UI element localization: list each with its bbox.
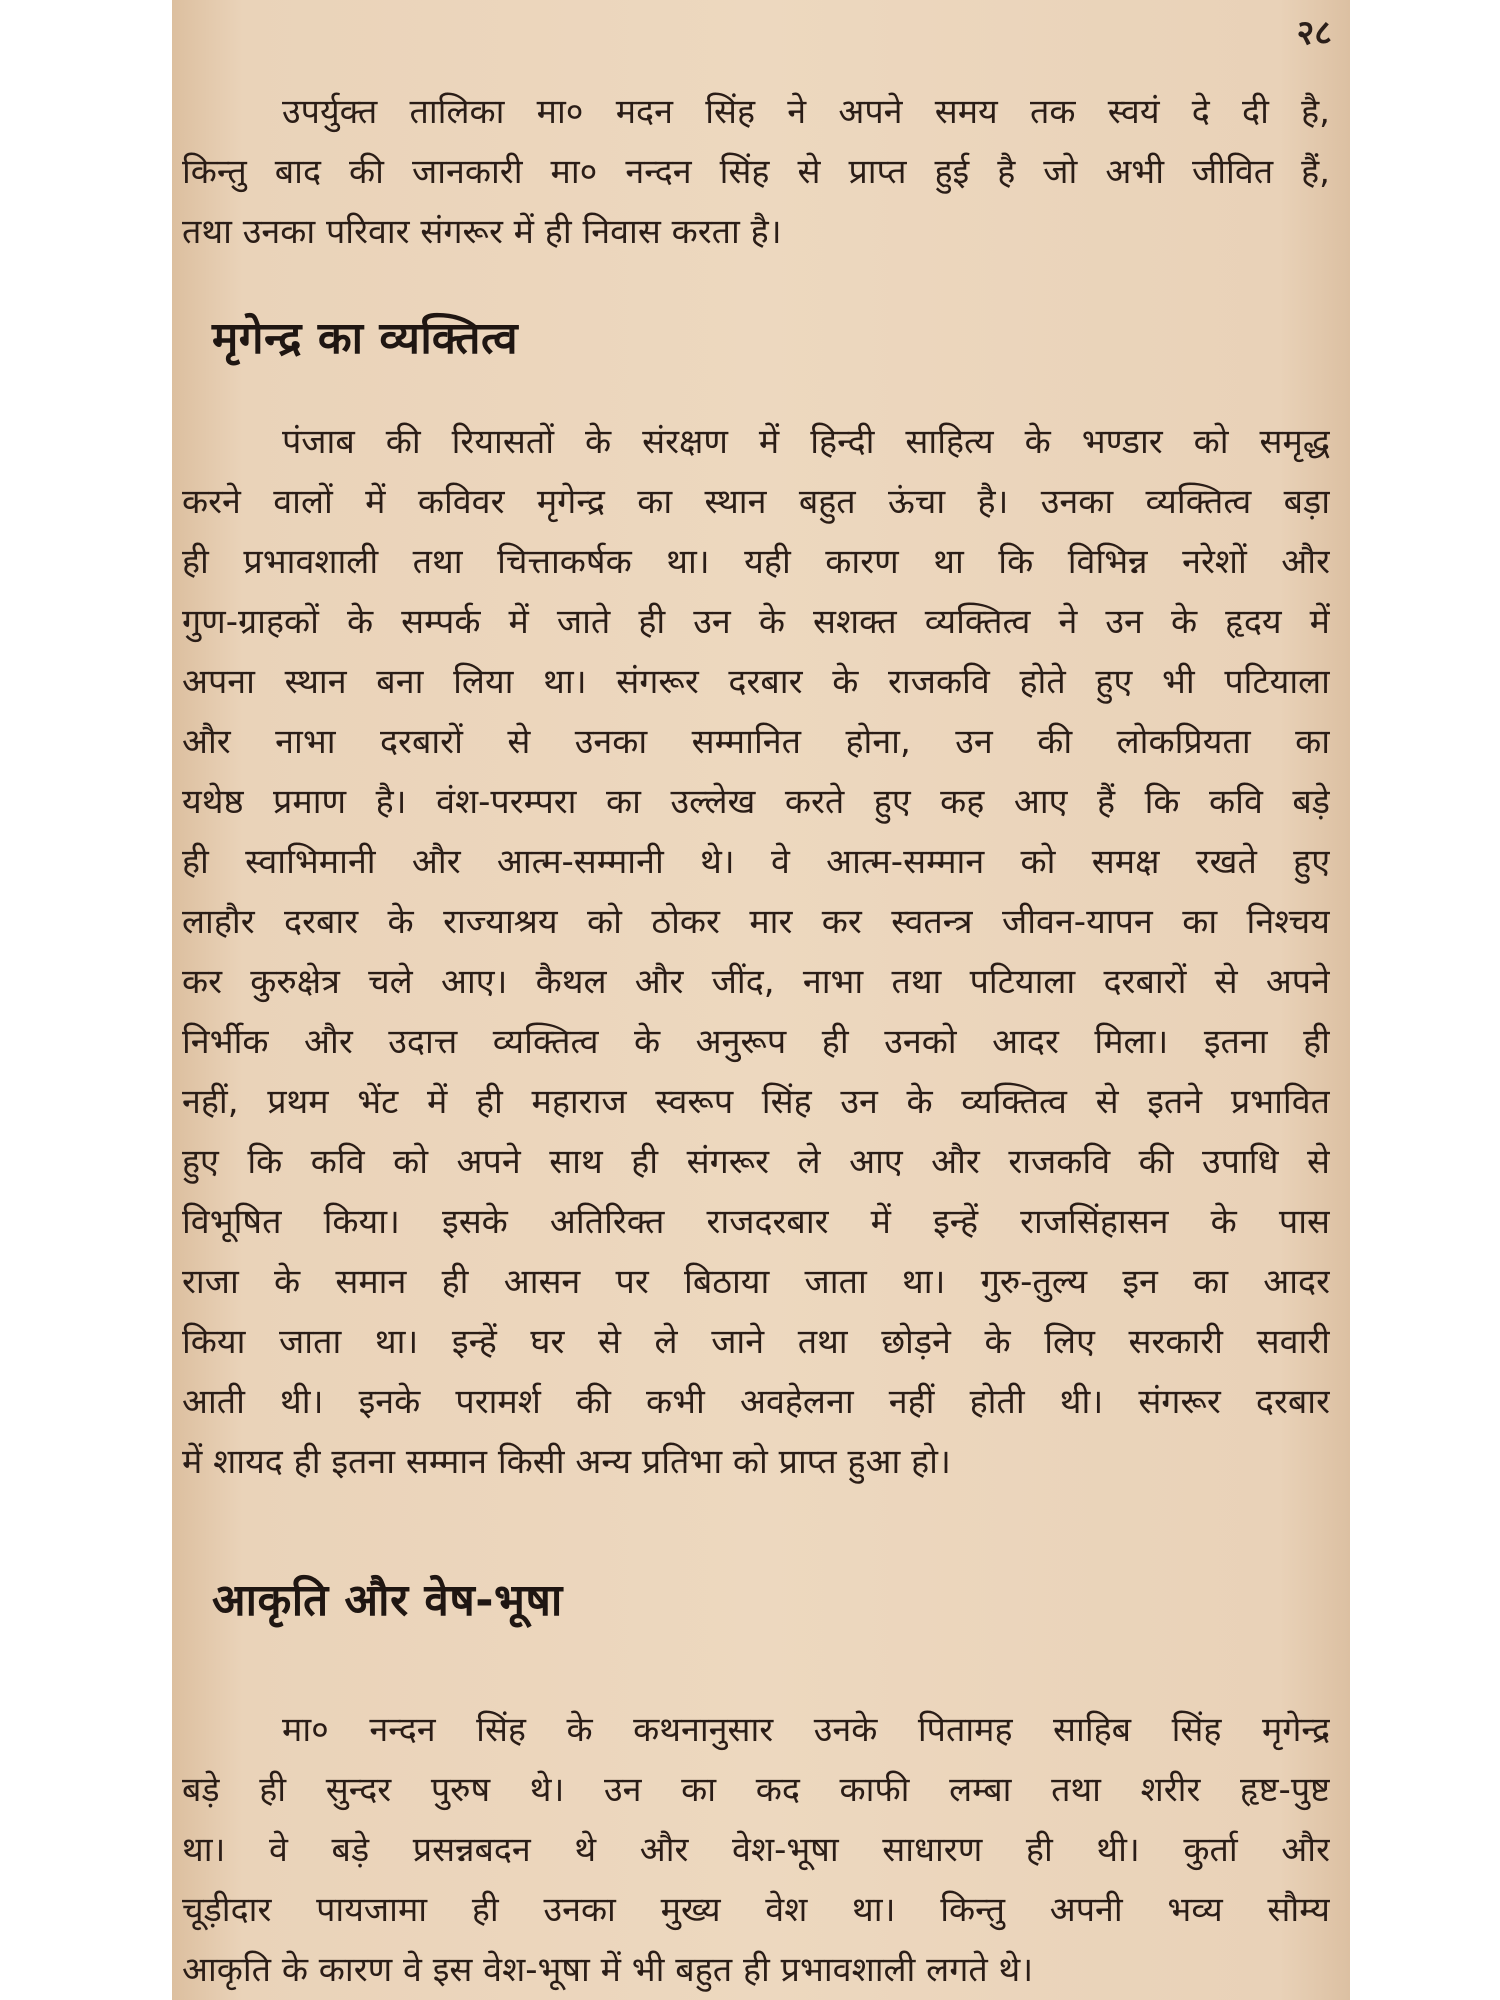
text-line: और नाभा दरबारों से उनका सम्मानित होना, उन की लोकप्रियता का: [182, 722, 1330, 762]
personality-paragraph: [172, 412, 1350, 1492]
text-line: आकृति के कारण वे इस वेश-भूषा में भी बहुत ही प्रभावशाली लगते थे।: [182, 1950, 1034, 1990]
section-heading: मृगेन्द्र का व्यक्तित्व: [212, 313, 519, 364]
text-line: ही स्वाभिमानी और आत्म-सम्मानी थे। वे आत्म-सम्मान को समक्ष रखते हुए: [182, 842, 1330, 882]
text-line: निर्भीक और उदात्त व्यक्तित्व के अनुरूप ही उनको आदर मिला। इतना ही: [182, 1022, 1330, 1062]
text-line: में शायद ही इतना सम्मान किसी अन्य प्रतिभा को प्राप्त हुआ हो।: [182, 1442, 951, 1482]
text-line: अपना स्थान बना लिया था। संगरूर दरबार के राजकवि होते हुए भी पटियाला: [182, 662, 1330, 702]
text-line: था। वे बड़े प्रसन्नबदन थे और वेश-भूषा साधारण ही थी। कुर्ता और: [182, 1830, 1330, 1870]
text-line: चूड़ीदार पायजामा ही उनका मुख्य वेश था। किन्तु अपनी भव्य सौम्य: [182, 1890, 1330, 1930]
intro-lines: [172, 82, 1350, 262]
book-page: [172, 0, 1350, 2000]
text-line: गुण-ग्राहकों के सम्पर्क में जाते ही उन के सशक्त व्यक्तित्व ने उन के हृदय में: [182, 602, 1330, 642]
text-line: बड़े ही सुन्दर पुरुष थे। उन का कद काफी लम्बा तथा शरीर हृष्ट-पुष्ट: [182, 1770, 1330, 1810]
section-personality: [172, 306, 1350, 366]
text-line: हुए कि कवि को अपने साथ ही संगरूर ले आए और राजकवि की उपाधि से: [182, 1142, 1330, 1182]
text-line: तथा उनका परिवार संगरूर में ही निवास करता है।: [182, 212, 782, 252]
text-line: करने वालों में कविवर मृगेन्द्र का स्थान बहुत ऊंचा है। उनका व्यक्तित्व बड़ा: [182, 482, 1330, 522]
text-line: लाहौर दरबार के राज्याश्रय को ठोकर मार कर स्वतन्त्र जीवन-यापन का निश्चय: [182, 902, 1330, 942]
text-line: किन्तु बाद की जानकारी मा० नन्दन सिंह से प्राप्त हुई है जो अभी जीवित हैं,: [182, 152, 1330, 192]
intro-paragraph: [172, 82, 1350, 262]
text-line: किया जाता था। इन्हें घर से ले जाने तथा छोड़ने के लिए सरकारी सवारी: [182, 1322, 1330, 1362]
appearance-paragraph: [172, 1700, 1350, 2000]
text-line: यथेष्ठ प्रमाण है। वंश-परम्परा का उल्लेख करते हुए कह आए हैं कि कवि बड़े: [182, 782, 1330, 822]
text-line: मा० नन्दन सिंह के कथनानुसार उनके पितामह साहिब सिंह मृगेन्द्र: [282, 1710, 1330, 1750]
personality-lines: [172, 412, 1350, 1492]
text-line: पंजाब की रियासतों के संरक्षण में हिन्दी साहित्य के भण्डार को समृद्ध: [282, 422, 1330, 462]
section-appearance: [172, 1568, 1350, 1628]
section-heading: आकृति और वेष-भूषा: [212, 1575, 563, 1626]
appearance-lines: [172, 1700, 1350, 2000]
text-line: आती थी। इनके परामर्श की कभी अवहेलना नहीं होती थी। संगरूर दरबार: [182, 1382, 1330, 1422]
page-number: २८: [1296, 13, 1332, 53]
text-line: उपर्युक्त तालिका मा० मदन सिंह ने अपने समय तक स्वयं दे दी है,: [282, 92, 1330, 132]
text-line: नहीं, प्रथम भेंट में ही महाराज स्वरूप सिंह उन के व्यक्तित्व से इतने प्रभावित: [182, 1082, 1330, 1122]
text-line: राजा के समान ही आसन पर बिठाया जाता था। गुरु-तुल्य इन का आदर: [182, 1262, 1330, 1302]
text-line: ही प्रभावशाली तथा चित्ताकर्षक था। यही कारण था कि विभिन्न नरेशों और: [182, 542, 1330, 582]
text-line: विभूषित किया। इसके अतिरिक्त राजदरबार में इन्हें राजसिंहासन के पास: [182, 1202, 1330, 1242]
text-line: कर कुरुक्षेत्र चले आए। कैथल और जींद, नाभा तथा पटियाला दरबारों से अपने: [182, 962, 1330, 1002]
